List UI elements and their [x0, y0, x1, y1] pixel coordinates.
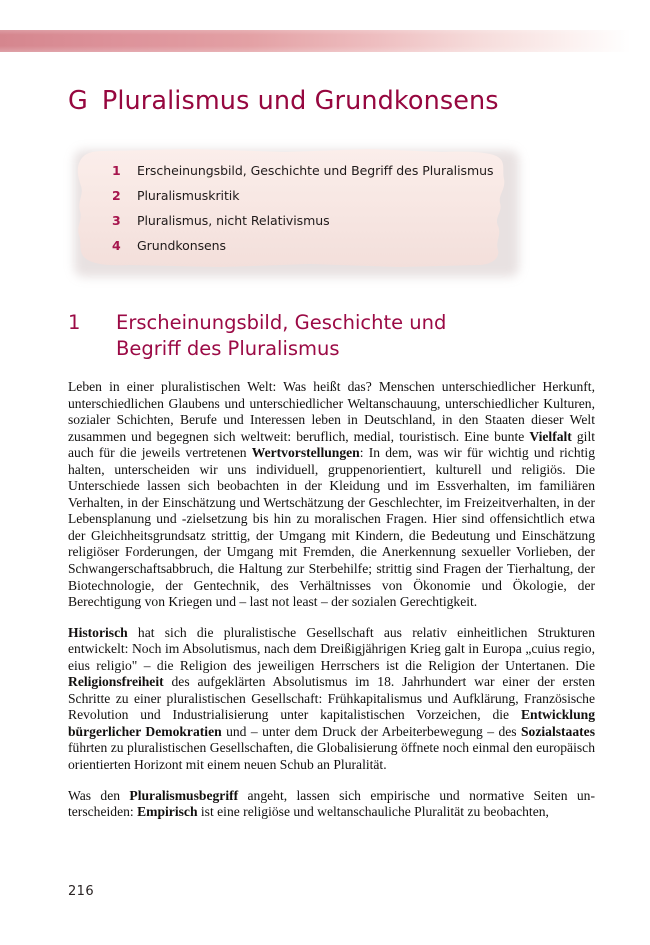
chapter-title-text: Pluralismus und Grundkonsens	[101, 86, 499, 116]
page-number: 216	[68, 884, 95, 899]
section-title-line-2: Begriff des Pluralismus	[116, 337, 340, 360]
contents-item-number: 3	[112, 213, 121, 228]
section-heading	[68, 310, 568, 362]
contents-item-label: Grundkonsens	[137, 238, 227, 253]
paragraph: Leben in einer pluralistischen Welt: Was heißt das? Menschen unterschiedlicher Herkunft, unterschiedlichen Glaubens und unterschiedlicher Weltanschauung, unterschiedlicher Kulturen, sozialer Schichten, Berufe und Interessen leben in Deutschland, in den Staaten dieser Welt zusammen und begegnen sich weltweit: beruflich, medial, touristisch. Eine bunte Vielfalt gilt auch für die jeweils vertretenen Wertvorstellungen: In dem, was wir für wichtig und richtig halten, unterscheiden wir uns individuell, gruppenorientiert, kulturell und religiös. Die Unterschiede lassen sich beobachten in der Kleidung und im Essverhalten, im familiären Verhalten, in der Einschätzung und Wertschätzung der Geschlechter, im Freizeitverhalten, in der Lebensplanung und -zielsetzung bis hin zu moralischen Fragen. Hier sind offensichtlich etwa der Gleichheitsgrundsatz strittig, der Umgang mit Kindern, die Bedeutung und Einschätzung religiöser Forderungen, der Umgang mit Fremden, die Anerkennung sexueller Vorlieben, der Schwangerschaftsabbruch, die Haltung zur Sterbehilfe; strittig sind Fragen der Tierhaltung, der Biotechnologie, der Gentechnik, des Verhältnisses von Ökonomie und Ökologie, der Berechtigung von Kriegen und – last not least – der sozialen Gerechtigkeit.	[68, 379, 595, 610]
contents-list	[70, 145, 515, 272]
paragraph: Historisch hat sich die pluralistische Gesellschaft aus relativ einheitlichen Strukturen entwickelt: Noch im Absolutismus, nach dem Dreißigjährigen Krieg galt in Europa „cuius regio, eius religio" – die Religion des jeweiligen Herrschers ist die Religion der Untertanen. Die Religionsfreiheit des aufgeklärten Absolutismus im 18. Jahrhundert war einer der ersten Schritte zu einer pluralistischen Gesellschaft: Frühkapitalismus und Aufklärung, Französische Revolution und Industrialisierung unter kapitalistischen Vorzeichen, die Entwicklung bürgerlicher Demokratien und – unter dem Druck der Arbeiterbewegung – des Sozialstaates führten zu pluralistischen Gesellschaften, die Globalisierung öffnete noch einmal den europäisch orientierten Horizont mit einem neuen Schub an Pluralität.	[68, 624, 595, 773]
contents-item[interactable]	[112, 238, 515, 263]
contents-item-number: 4	[112, 238, 121, 253]
contents-item-label: Pluralismuskritik	[137, 188, 240, 203]
chapter-title	[68, 86, 499, 116]
contents-item[interactable]	[112, 213, 515, 238]
contents-item[interactable]	[112, 163, 515, 188]
body-text	[68, 379, 595, 821]
paragraph: Was den Pluralismusbegriff angeht, lassen sich empirische und normative Seiten unterscheiden: Empirisch ist eine religiöse und weltanschauliche Pluralität zu beobachten,	[68, 787, 595, 820]
contents-item-label: Pluralismus, nicht Relativismus	[137, 213, 330, 228]
chapter-contents-box	[70, 145, 515, 272]
chapter-letter: G	[68, 86, 88, 116]
contents-item-number: 2	[112, 188, 121, 203]
contents-item-label: Erscheinungsbild, Geschichte und Begriff des Pluralismus	[137, 163, 494, 178]
contents-item-number: 1	[112, 163, 121, 178]
contents-item[interactable]	[112, 188, 515, 213]
decorative-gradient-bar	[0, 30, 650, 52]
section-title-line-1: Erscheinungsbild, Geschichte und	[116, 311, 447, 334]
section-number: 1	[68, 311, 81, 334]
